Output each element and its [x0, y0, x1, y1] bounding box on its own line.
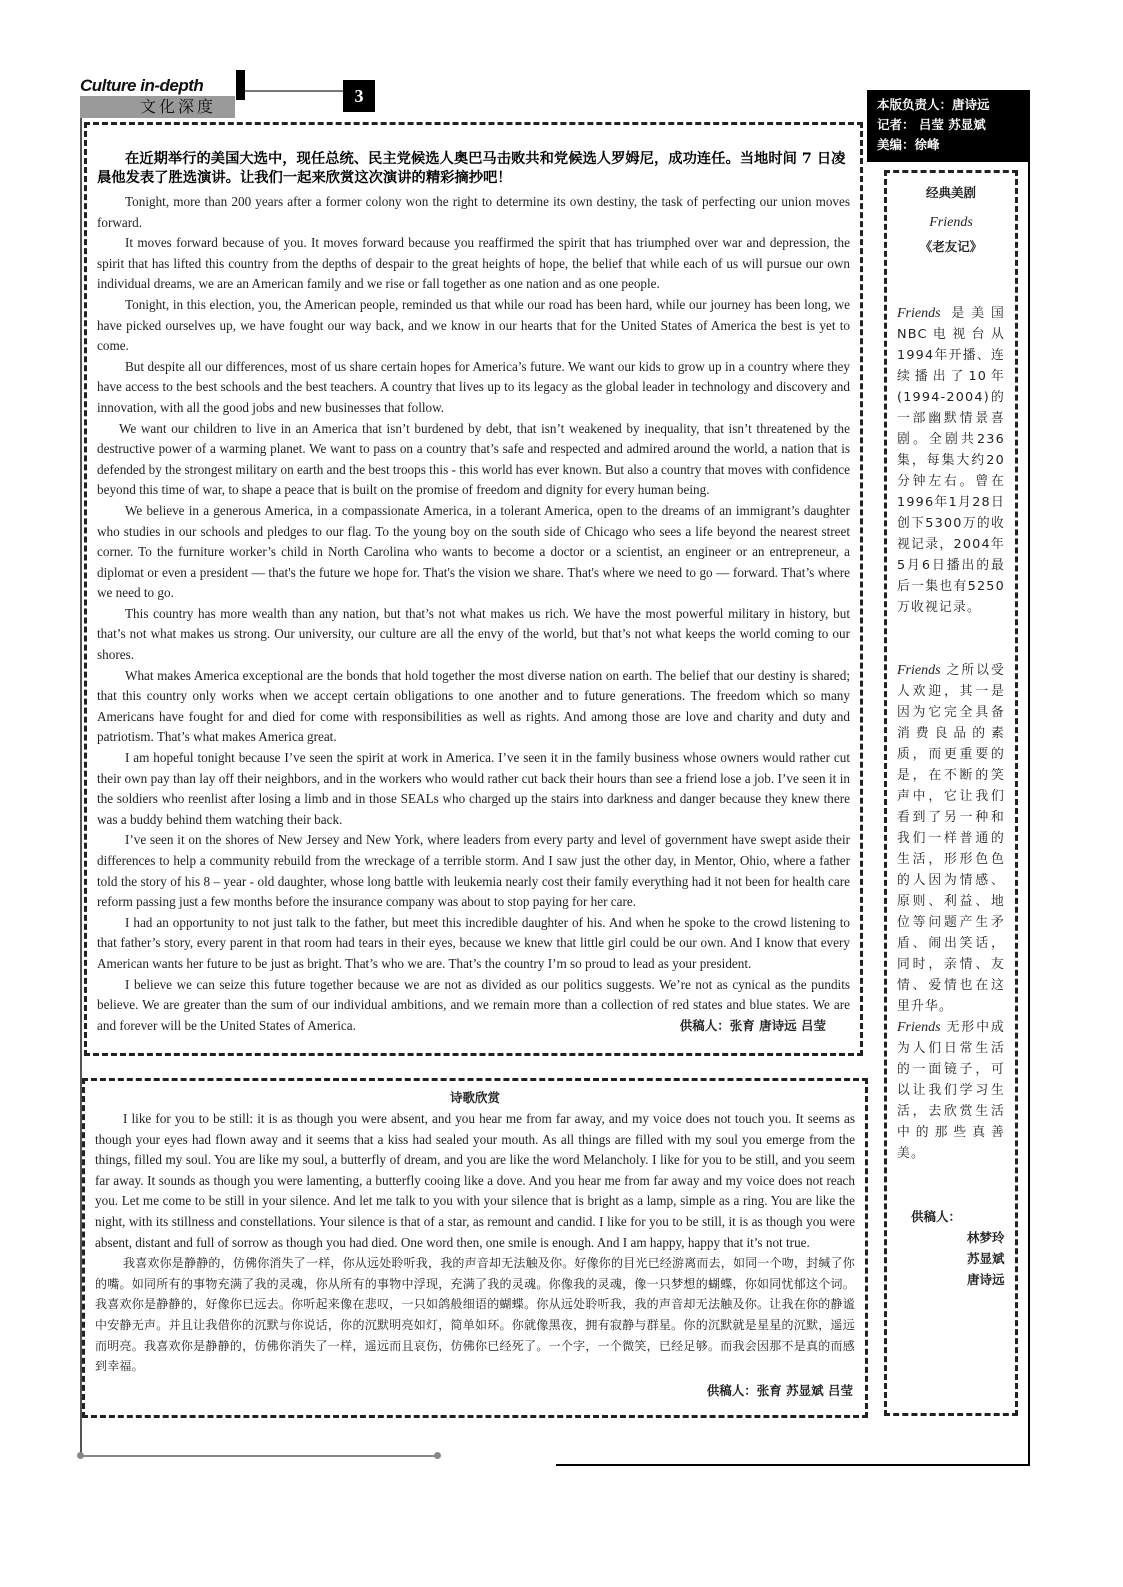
reporters: 记者： 吕莹 苏显斌 — [877, 117, 986, 132]
poem-section — [82, 1078, 868, 1418]
article-paragraph: We believe in a generous America, in a compassionate America, in a tolerant America, open to the dreams of an immigrant’s daughter who studies in our schools and pledges to our flag. To the young boy on the south side of Chicago who sees a life beyond the nearest street corner. To the furniture worker’s child in North Carolina who wants to become a doctor or a scientist, an engineer or an entrepreneur, a diplomat or even a president — that's the future we hope for. That's the vision we share. That's where we need to go — forward. That’s where we need to go. — [97, 502, 850, 601]
sidebar-credit-label: 供稿人： — [911, 1209, 962, 1224]
sidebar-show-name: Friends — [897, 306, 941, 321]
poem-chinese: 我喜欢你是静静的，仿佛你消失了一样，你从远处聆听我，我的声音却无法触及你。好像你的目光已经游离而去，如同一个吻，封缄了你的嘴。如同所有的事物充满了我的灵魂，你从所有的事物中浮现，充满了我的灵魂。你像我的灵魂，像一只梦想的蝴蝶，你如同忧郁这个词。我喜欢你是静静的，好像你已远去。你听起来像在悲叹，一只如鸽般细语的蝴蝶。你从远处聆听我，我的声音却无法触及你。让我在你的静谧中安静无声。并且让我借你的沉默与你说话，你的沉默明亮如灯，简单如环。你就像黑夜，拥有寂静与群星。你的沉默就是星星的沉默，遥远而明亮。我喜欢你是静静的，仿佛你消失了一样，遥远而且哀伤，仿佛你已经死了。一个字，一个微笑，已经足够。而我会因那不是真的而感到幸福。 — [95, 1256, 856, 1374]
article-credit: 供稿人：张育 唐诗远 吕莹 — [679, 1017, 826, 1033]
art-editor: 美编：徐峰 — [877, 137, 940, 152]
friends-sidebar — [884, 170, 1018, 1416]
staff-box — [867, 90, 1030, 162]
sidebar-credit-name: 林梦玲 — [967, 1230, 1005, 1245]
bottom-left-rule — [80, 1455, 438, 1457]
sidebar-show-name: Friends — [897, 663, 941, 678]
section-title-en: Culture in-depth — [80, 76, 204, 95]
sidebar-paragraph-text: 之所以受人欢迎，其一是因为它完全具备消费良品的素质，而更重要的是，在不断的笑声中，它让我们看到了另一种和我们一样普通的生活，形形色色的人因为情感、原则、利益、地位等问题产生矛盾、闹出笑话，同时，亲情、友情、爱情也在这里升华。 — [897, 663, 1005, 1014]
sidebar-paragraph-1 — [897, 303, 1005, 618]
sidebar-show-name: Friends — [897, 1020, 941, 1035]
sidebar-paragraph-text: 无形中成为人们日常生活的一面镜子，可以让我们学习生活，去欣赏生活中的那些真善美。 — [897, 1020, 1005, 1161]
article-paragraph: Tonight, in this election, you, the American people, reminded us that while our road has been hard, while our journey has been long, we have picked ourselves up, we have fought our way back, and we know in our hearts that for the United States of America the best is yet to come. — [97, 296, 850, 354]
article-paragraph: What makes America exceptional are the bonds that hold together the most diverse nation on earth. The belief that our destiny is shared; that this country only works when we accept certain obligations to one another and to future generations. The freedom which so many Americans have fought for and died for come with responsibilities as well as rights. And among those are love and charity and duty and patriotism. That’s what makes America great. — [97, 667, 850, 745]
masthead-rule — [245, 90, 343, 92]
article-paragraph: I had an opportunity to not just talk to the father, but meet this incredible daughter of his. And when he spoke to the crowd listening to that father’s story, every parent in that room had tears in their eyes, because we knew that little girl could be our own. And I know that every American wants her future to be just as bright. That’s who we are. That’s the country I’m so proud to lead as your president. — [97, 914, 850, 971]
speech-article — [84, 122, 863, 1056]
sidebar-title-cn: 《老友记》 — [919, 239, 983, 254]
editor-in-charge: 本版负责人：唐诗远 — [877, 97, 990, 112]
section-title-cn: 文化深度 — [140, 97, 217, 116]
article-paragraph: Tonight, more than 200 years after a former colony won the right to determine its own destiny, the task of perfecting our union moves forward. — [97, 194, 850, 230]
poem-english: I like for you to be still: it is as though you were absent, and you hear me from far away, and my voice does not touch you. It seems as though your eyes had flown away and it seems that a kiss had sealed your mouth. As all things are filled with my soul you emerge from the things, filled my soul. You are like my soul, a butterfly of dream, and you are like the word Melancholy. I like for you to be still, and you seem far away. It sounds as though you were lamenting, a butterfly cooing like a dove. And you hear me from far away and my voice does not reach you. Let me come to be still in your silence. And let me talk to you with your silence that is bright as a lamp, simple as a ring. You are like the night, with its stillness and constellations. Your silence is that of a star, as remount and candid. I like for you to be still, it is as though you were absent, distant and full of sorrow as though you had died. One word then, one smile is enough. And I am happy, happy that it’s not true. — [95, 1111, 855, 1250]
article-paragraph: But despite all our differences, most of us share certain hopes for America’s future. We want our kids to grow up in a country where they have access to the best schools and the best teachers. A country that lives up to its legacy as the global leader in technology and discovery and innovation, with all the good jobs and new businesses that follow. — [97, 358, 850, 415]
sidebar-credit-name: 唐诗远 — [967, 1272, 1005, 1287]
sidebar-credit — [897, 1206, 1005, 1290]
sidebar-paragraph-text: 是美国NBC电视台从1994年开播、连续播出了10年(1994-2004)的一部幽默情景喜剧。全剧共236集，每集大约20分钟左右。曾在1996年1月28日创下5300万的收视记录，2004年5月6日播出的最后一集也有5250万收视记录。 — [897, 306, 1005, 615]
sidebar-heading: 经典美剧 — [925, 185, 976, 200]
right-margin-rule — [1028, 112, 1030, 1466]
page-number: 3 — [343, 80, 375, 112]
sidebar-paragraph-2 — [897, 660, 1005, 1017]
poem-credit: 供稿人：张育 苏显斌 吕莹 — [706, 1382, 853, 1398]
article-paragraph: It moves forward because of you. It moves forward because you reaffirmed the spirit that has triumphed over war and depression, the spirit that has lifted this country from the depths of despair to the great heights of hope, the belief that while each of us will pursue our own individual dreams, we are an American family and we rise or fall together as one nation and as one people. — [97, 235, 850, 292]
sidebar-paragraph-3 — [897, 1017, 1005, 1164]
article-paragraph: I am hopeful tonight because I’ve seen the spirit at work in America. I’ve seen it in the family business whose owners would rather cut their own pay than lay off their neighbors, and in the workers who would rather cut back their hours than see a friend lose a job. I’ve seen it in the soldiers who reenlist after losing a limb and in those SEALs who charged up the stairs into darkness and danger because they knew there was a buddy behind them watching their back. — [97, 750, 850, 827]
masthead-marker — [236, 70, 245, 100]
bottom-right-rule — [556, 1464, 1030, 1466]
article-paragraph-text: I believe we can seize this future together because we are not as divided as our politics suggests. We’re not as cynical as the pundits believe. We are greater than the sum of our individual ambitions, and we remain more than a collection of red states and blue states. We are and forever will be the United States of America. — [97, 976, 850, 1033]
article-intro: 在近期举行的美国大选中，现任总统、民主党候选人奥巴马击败共和党候选人罗姆尼，成功连任。当地时间 7 日凌晨他发表了胜选演讲。让我们一起来欣赏这次演讲的精彩摘抄吧！ — [97, 151, 846, 186]
poem-title: 诗歌欣赏 — [449, 1090, 500, 1105]
article-paragraph: I’ve seen it on the shores of New Jersey and New York, where leaders from every party and level of government have swept aside their differences to help a community rebuild from the wreckage of a terrible storm. And I saw just the other day, in Mentor, Ohio, where a father told the story of his 8 – year - old daughter, whose long battle with leukemia nearly cost their family everything had it not been for health care reform passing just a few months before the insurance company was about to stop paying for her care. — [97, 832, 850, 910]
sidebar-title-en: Friends — [929, 215, 973, 230]
article-last-paragraph — [97, 975, 850, 1037]
article-paragraph: We want our children to live in an America that isn’t burdened by debt, that isn’t weakened by inequality, that isn’t threatened by the destructive power of a warming planet. We want to pass on a country that’s safe and respected and admired around the world, a nation that is defended by the strongest military on earth and the best troops this - this world has ever known. But also a country that moves with confidence beyond this time of war, to shape a peace that is built on the promise of freedom and dignity for every human being. — [97, 420, 850, 498]
sidebar-credit-name: 苏显斌 — [967, 1251, 1005, 1266]
article-paragraph: This country has more wealth than any nation, but that’s not what makes us rich. We have the most powerful military in history, but that’s not what makes us strong. Our university, our culture are all the envy of the world, but that’s not what keeps the world coming to our shores. — [97, 605, 850, 663]
